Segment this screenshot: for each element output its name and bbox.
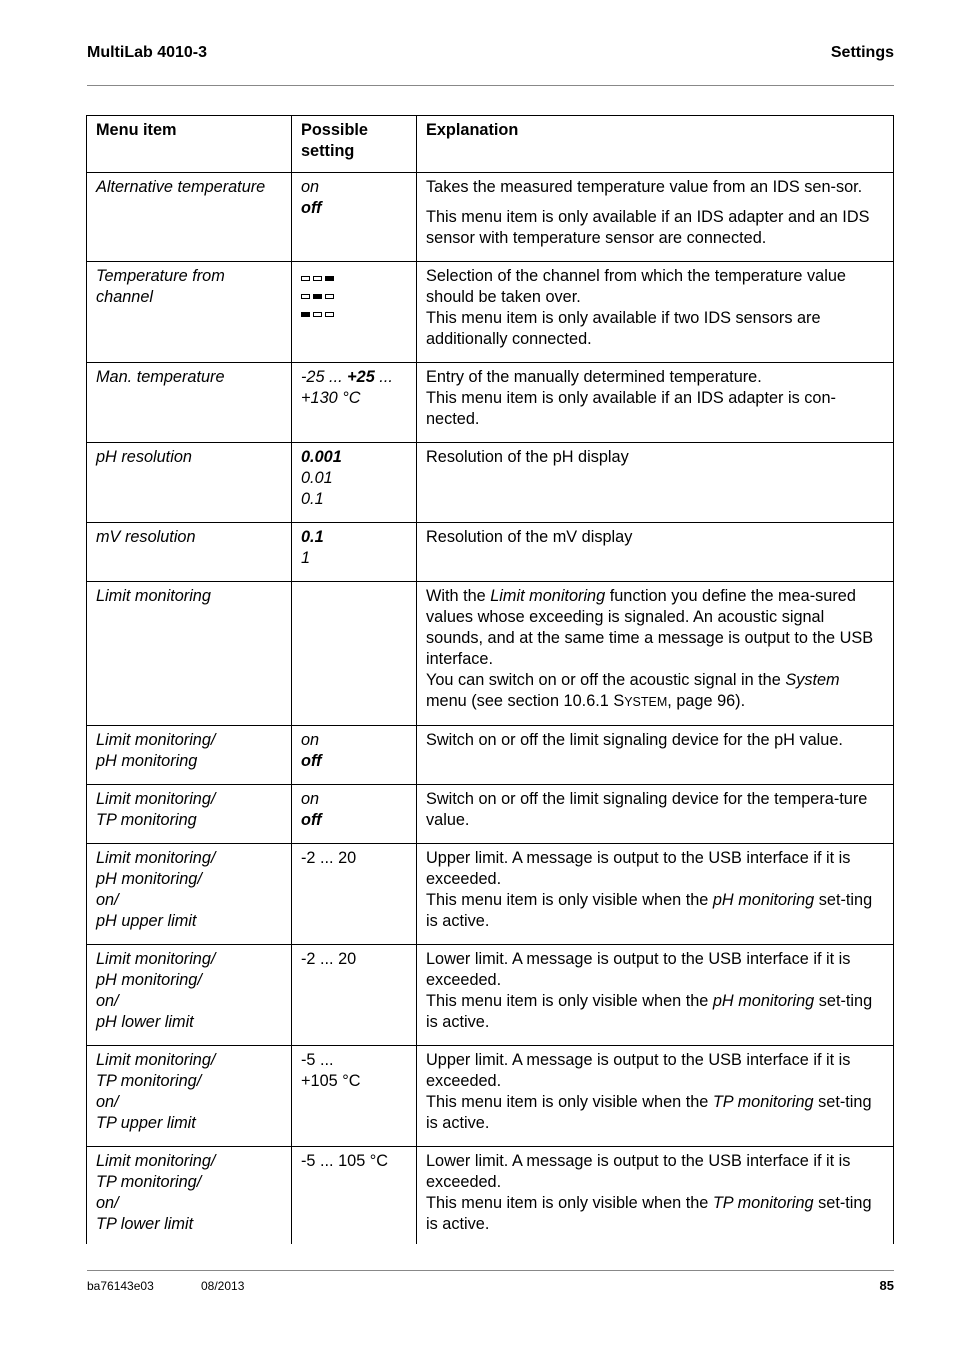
- footer-divider: [87, 1270, 894, 1271]
- table-row: [87, 262, 894, 363]
- channel-box-icon: [301, 294, 310, 299]
- table-row: [87, 173, 894, 262]
- setting-option-default: off: [301, 811, 322, 829]
- setting-option: on: [301, 178, 320, 196]
- menu-path-segment: Limit monitoring/: [96, 1152, 216, 1170]
- running-header-title: MultiLab 4010-3: [87, 44, 208, 61]
- menu-path-segment: Limit monitoring/: [96, 950, 216, 968]
- footer-document-id: ba76143e03: [87, 1279, 154, 1293]
- explanation-cell: Switch on or off the limit signaling device for the tempera-ture value.: [417, 785, 894, 844]
- menu-path-segment: on/: [96, 1093, 119, 1111]
- text-run: You can switch on or off the acoustic signal in the: [426, 671, 786, 689]
- explanation-cell: [417, 945, 894, 1046]
- setting-cell: [292, 726, 417, 785]
- explanation-cell: [417, 363, 894, 443]
- menu-path-segment: pH upper limit: [96, 912, 197, 930]
- settings-table: [86, 115, 894, 1244]
- explanation-cell: [417, 582, 894, 726]
- table-row: [87, 945, 894, 1046]
- menu-reference: pH monitoring: [712, 992, 815, 1010]
- explanation-text: [426, 991, 884, 1033]
- menu-reference: Limit monitoring: [490, 587, 606, 605]
- footer-date: 08/2013: [201, 1279, 245, 1293]
- setting-option-default: 0.1: [301, 528, 324, 546]
- channel-option-2: [301, 290, 407, 302]
- menu-path-segment: Limit monitoring/: [96, 790, 216, 808]
- setting-range: [301, 367, 407, 388]
- table-header-row: [87, 116, 894, 173]
- setting-option: on: [301, 731, 320, 749]
- explanation-cell: [417, 844, 894, 945]
- menu-path-segment: pH monitoring/: [96, 870, 202, 888]
- table-row: [87, 363, 894, 443]
- channel-option-3: [301, 272, 407, 284]
- menu-path-segment: Limit monitoring/: [96, 1051, 216, 1069]
- setting-option: 0.01: [301, 469, 333, 487]
- setting-option-default: off: [301, 199, 322, 217]
- column-header-menu-item: Menu item: [87, 116, 292, 173]
- menu-item-cell: [87, 726, 292, 785]
- text-run: This menu item is only visible when the: [426, 891, 713, 909]
- menu-item-cell: Limit monitoring: [87, 582, 292, 726]
- text-run: This menu item is only visible when the: [426, 992, 713, 1010]
- channel-box-icon: [313, 312, 322, 317]
- running-header-section: Settings: [830, 44, 894, 61]
- setting-option-default: off: [301, 752, 322, 770]
- explanation-cell: [417, 1046, 894, 1147]
- table-row: [87, 523, 894, 582]
- explanation-text: [426, 670, 884, 713]
- column-header-explanation: Explanation: [417, 116, 894, 173]
- explanation-text: This menu item is only available if an IDS adapter is con-nected.: [426, 389, 836, 428]
- explanation-cell: [417, 173, 894, 262]
- explanation-text: [426, 890, 884, 932]
- menu-item-cell: [87, 844, 292, 945]
- channel-option-1: [301, 308, 407, 320]
- menu-item-cell: [87, 945, 292, 1046]
- menu-reference: TP monitoring: [712, 1194, 814, 1212]
- text-run: This menu item is only visible when the: [426, 1194, 713, 1212]
- explanation-text: Takes the measured temperature value from an IDS sen-sor.: [426, 178, 863, 196]
- setting-cell: -2 ... 20: [292, 844, 417, 945]
- menu-path-segment: on/: [96, 891, 119, 909]
- range-max: +105 °C: [301, 1072, 361, 1090]
- text-run: set-ting is active.: [426, 992, 873, 1031]
- menu-item-cell: Man. temperature: [87, 363, 292, 443]
- text-run: menu (see section 10.6.1 S: [426, 692, 625, 710]
- menu-path-segment: TP monitoring: [96, 811, 197, 829]
- table-row: [87, 582, 894, 726]
- menu-item-cell: [87, 1046, 292, 1147]
- text-run: set-ting is active.: [426, 891, 873, 930]
- menu-path-segment: TP monitoring/: [96, 1072, 202, 1090]
- setting-option: on: [301, 790, 320, 808]
- text-run: set-ting is active.: [426, 1093, 872, 1132]
- setting-cell: [292, 363, 417, 443]
- setting-cell: [292, 523, 417, 582]
- setting-option-default: 0.001: [301, 448, 342, 466]
- explanation-cell: Resolution of the mV display: [417, 523, 894, 582]
- menu-item-cell: [87, 785, 292, 844]
- channel-box-icon: [325, 294, 334, 299]
- explanation-text: [426, 1092, 884, 1134]
- menu-item-cell: [87, 1147, 292, 1245]
- setting-cell: [292, 582, 417, 726]
- channel-box-filled-icon: [325, 276, 334, 281]
- channel-box-icon: [313, 276, 322, 281]
- channel-box-icon: [325, 312, 334, 317]
- range-min: -25 ...: [301, 368, 348, 386]
- explanation-text: Entry of the manually determined temperature.: [426, 368, 762, 386]
- explanation-text: [426, 1193, 884, 1235]
- setting-cell: -2 ... 20: [292, 945, 417, 1046]
- channel-box-icon: [301, 276, 310, 281]
- page-number: 85: [879, 1278, 894, 1293]
- setting-cell: -5 ... 105 °C: [292, 1147, 417, 1245]
- menu-path-segment: TP upper limit: [96, 1114, 196, 1132]
- explanation-cell: Switch on or off the limit signaling device for the pH value.: [417, 726, 894, 785]
- menu-path-segment: Limit monitoring/: [96, 849, 216, 867]
- menu-item-cell: Alternative temperature: [87, 173, 292, 262]
- text-run: set-ting is active.: [426, 1194, 872, 1233]
- menu-path-segment: TP lower limit: [96, 1215, 194, 1233]
- explanation-cell: [417, 1147, 894, 1245]
- setting-option: 1: [301, 549, 311, 567]
- table-row: [87, 785, 894, 844]
- setting-option: 0.1: [301, 490, 324, 508]
- setting-cell: [292, 262, 417, 363]
- menu-item-cell: Temperature from channel: [87, 262, 292, 363]
- text-run: With the: [426, 587, 491, 605]
- table-row: [87, 1046, 894, 1147]
- explanation-text: Lower limit. A message is output to the USB interface if it is exceeded.: [426, 950, 851, 989]
- menu-path-segment: on/: [96, 1194, 119, 1212]
- menu-path-segment: Limit monitoring/: [96, 731, 216, 749]
- channel-box-filled-icon: [313, 294, 322, 299]
- column-header-possible-setting: Possible setting: [292, 116, 417, 173]
- menu-path-segment: TP monitoring/: [96, 1173, 202, 1191]
- menu-reference: TP monitoring: [712, 1093, 814, 1111]
- menu-path-segment: pH monitoring: [96, 752, 198, 770]
- range-max: +130 °C: [301, 389, 361, 407]
- explanation-text: [426, 586, 884, 670]
- menu-reference: pH monitoring: [712, 891, 815, 909]
- menu-item-cell: pH resolution: [87, 443, 292, 523]
- table-row: [87, 726, 894, 785]
- explanation-text: Selection of the channel from which the temperature value should be taken over.: [426, 267, 846, 306]
- table-row: [87, 844, 894, 945]
- table-row: [87, 1147, 894, 1245]
- header-divider: [87, 85, 894, 86]
- explanation-text: Lower limit. A message is output to the USB interface if it is exceeded.: [426, 1152, 851, 1191]
- text-run: This menu item is only visible when the: [426, 1093, 713, 1111]
- range-default: +25: [347, 368, 375, 386]
- setting-cell: [292, 443, 417, 523]
- channel-box-filled-icon: [301, 312, 310, 317]
- explanation-text: This menu item is only available if two IDS sensors are additionally connected.: [426, 309, 821, 348]
- text-run: , page 96).: [667, 692, 746, 710]
- menu-item-cell: mV resolution: [87, 523, 292, 582]
- explanation-text: Upper limit. A message is output to the USB interface if it is exceeded.: [426, 849, 851, 888]
- range-ellipsis: ...: [374, 368, 393, 386]
- menu-path-segment: pH lower limit: [96, 1013, 194, 1031]
- menu-reference: System: [785, 671, 840, 689]
- menu-path-segment: pH monitoring/: [96, 971, 202, 989]
- explanation-text: Upper limit. A message is output to the USB interface if it is exceeded.: [426, 1051, 851, 1090]
- small-caps-run: YSTEM: [624, 695, 668, 709]
- table-row: [87, 443, 894, 523]
- explanation-cell: Resolution of the pH display: [417, 443, 894, 523]
- explanation-text: This menu item is only available if an IDS adapter and an IDS sensor with temperature sensor are connected.: [426, 208, 870, 247]
- setting-cell: [292, 1046, 417, 1147]
- menu-path-segment: on/: [96, 992, 119, 1010]
- text-run: function you define the mea-sured values whose exceeding is signaled. An acoustic signal sounds, and at the same time a message is output to the USB interface.: [426, 587, 874, 668]
- setting-cell: [292, 173, 417, 262]
- setting-cell: [292, 785, 417, 844]
- range-min: -5 ...: [301, 1051, 334, 1069]
- explanation-cell: [417, 262, 894, 363]
